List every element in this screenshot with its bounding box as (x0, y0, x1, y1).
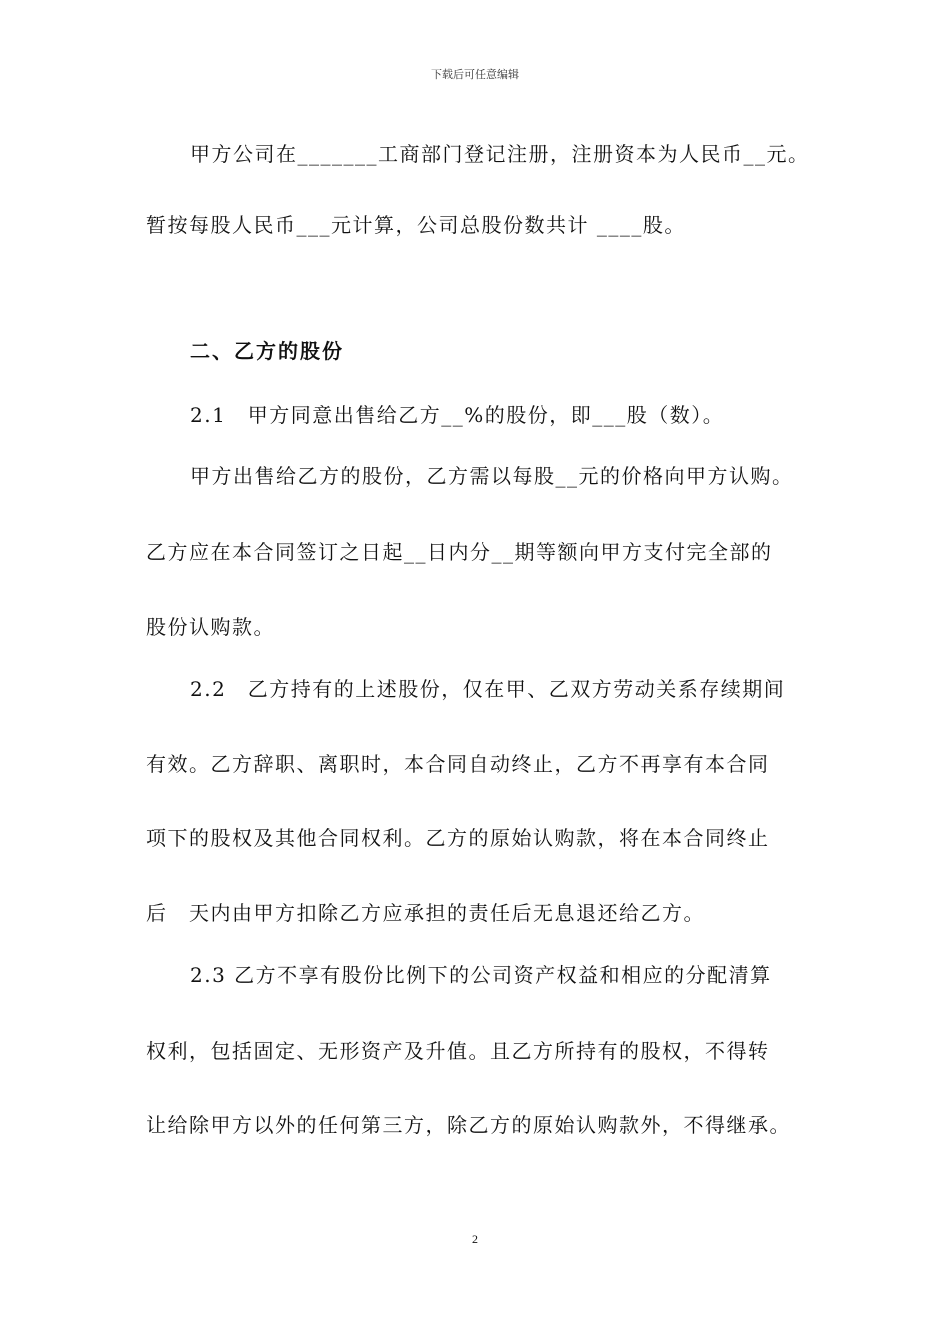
paragraph-line-payment-terms: 乙方应在本合同签订之日起__日内分__期等额向甲方支付完全部的 (146, 540, 773, 564)
clause-2-2-line: 2.2 乙方持有的上述股份，仅在甲、乙双方劳动关系存续期间 (190, 677, 786, 701)
paragraph-line-asset-rights: 权利，包括固定、无形资产及升值。且乙方所持有的股权，不得转 (146, 1039, 770, 1063)
paragraph-line-rights: 项下的股权及其他合同权利。乙方的原始认购款，将在本合同终止 (146, 826, 770, 850)
paragraph-line-purchase-price: 甲方出售给乙方的股份，乙方需以每股__元的价格向甲方认购。 (190, 464, 794, 488)
paragraph-line-termination: 有效。乙方辞职、离职时，本合同自动终止，乙方不再享有本合同 (146, 752, 770, 776)
page-number: 2 (472, 1232, 478, 1246)
paragraph-line-refund: 后 天内由甲方扣除乙方应承担的责任后无息退还给乙方。 (146, 901, 705, 925)
paragraph-line-registration: 甲方公司在_______工商部门登记注册，注册资本为人民币__元。 (190, 142, 810, 166)
paragraph-line-share-count: 暂按每股人民币___元计算，公司总股份数共计 ____股。 (146, 213, 686, 237)
section-heading-party-b-shares: 二、乙方的股份 (190, 339, 344, 363)
clause-2-3-line: 2.3 乙方不享有股份比例下的公司资产权益和相应的分配清算 (190, 963, 772, 987)
paragraph-line-transfer-restriction: 让给除甲方以外的任何第三方，除乙方的原始认购款外，不得继承。 (146, 1113, 791, 1137)
paragraph-line-subscription: 股份认购款。 (146, 615, 275, 639)
page-header-note: 下载后可任意编辑 (431, 68, 519, 81)
clause-2-1-line: 2.1 甲方同意出售给乙方__%的股份，即___股（数）。 (190, 403, 725, 427)
